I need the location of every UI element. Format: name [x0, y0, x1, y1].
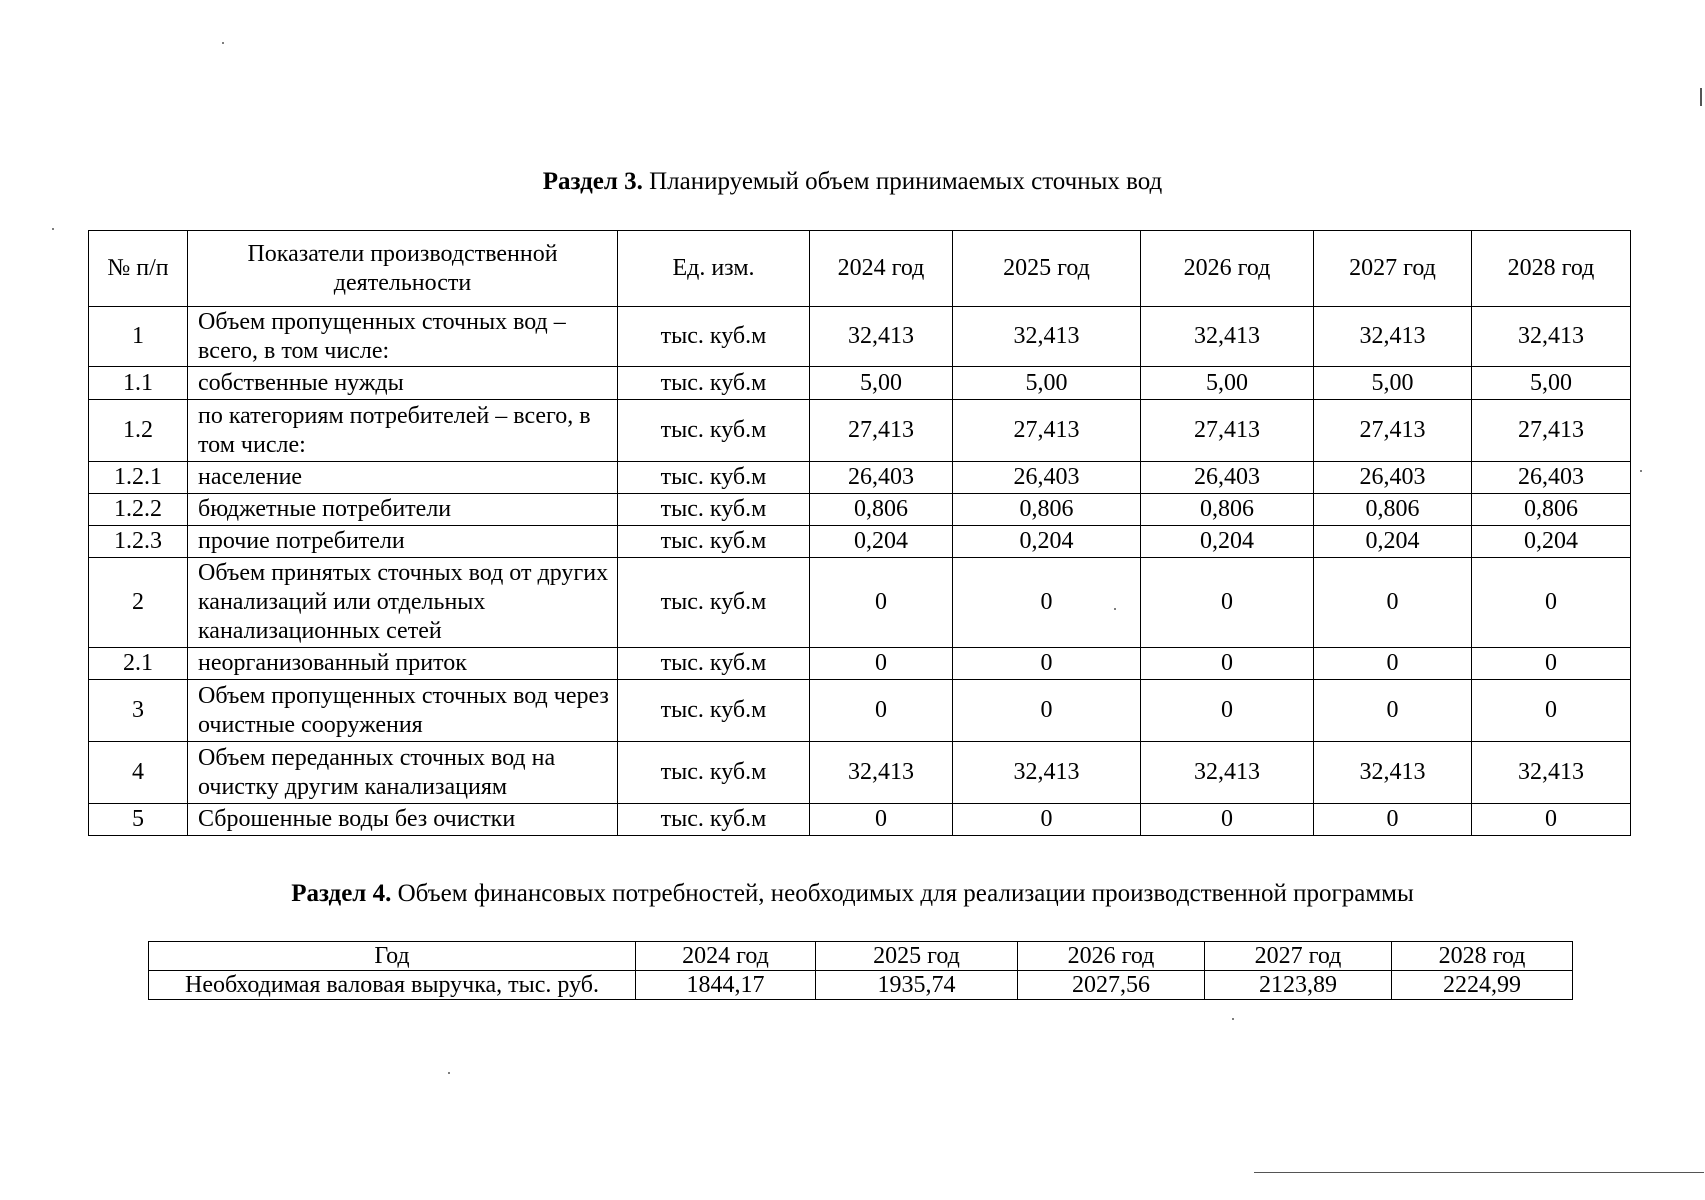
row-unit: тыс. куб.м [618, 307, 810, 367]
scan-speck [52, 228, 54, 230]
value-cell: 0 [1141, 648, 1314, 680]
table-header-row [89, 231, 1631, 307]
scan-speck [222, 42, 224, 44]
row-label: Необходимая валовая выручка, тыс. руб. [149, 971, 636, 1000]
row-unit: тыс. куб.м [618, 400, 810, 462]
row-unit: тыс. куб.м [618, 648, 810, 680]
value-cell: 0 [1472, 558, 1631, 648]
value-cell: 26,403 [810, 462, 953, 494]
value-cell: 32,413 [1141, 742, 1314, 804]
table-row [89, 494, 1631, 526]
row-number: 2.1 [89, 648, 188, 680]
value-cell: 2123,89 [1205, 971, 1392, 1000]
row-unit: тыс. куб.м [618, 742, 810, 804]
row-number: 1.2.1 [89, 462, 188, 494]
scan-speck [1640, 470, 1642, 472]
row-number: 3 [89, 680, 188, 742]
value-cell: 0,806 [1314, 494, 1472, 526]
value-cell: 27,413 [1314, 400, 1472, 462]
row-number: 4 [89, 742, 188, 804]
value-cell: 27,413 [1141, 400, 1314, 462]
header-num: № п/п [89, 231, 188, 307]
value-cell: 5,00 [1472, 367, 1631, 400]
scan-speck [1700, 88, 1702, 106]
value-cell: 0 [810, 680, 953, 742]
row-indicator: бюджетные потребители [188, 494, 618, 526]
value-cell: 0 [1314, 804, 1472, 836]
header-year: 2028 год [1392, 942, 1573, 971]
row-indicator: Объем пропущенных сточных вод через очистные сооружения [188, 680, 618, 742]
row-indicator: Объем пропущенных сточных вод – всего, в том числе: [188, 307, 618, 367]
row-unit: тыс. куб.м [618, 804, 810, 836]
value-cell: 0 [1472, 804, 1631, 836]
value-cell: 0,204 [1314, 526, 1472, 558]
value-cell: 32,413 [1314, 742, 1472, 804]
header-unit: Ед. изм. [618, 231, 810, 307]
scan-speck [1232, 1018, 1234, 1020]
value-cell: 27,413 [953, 400, 1141, 462]
table-row [89, 526, 1631, 558]
table-body [89, 307, 1631, 836]
value-cell: 27,413 [1472, 400, 1631, 462]
header-indicator: Показатели производственной деятельности [188, 231, 618, 307]
section-3-title: Планируемый объем принимаемых сточных вод [649, 168, 1163, 195]
value-cell: 32,413 [953, 307, 1141, 367]
row-unit: тыс. куб.м [618, 462, 810, 494]
value-cell: 27,413 [810, 400, 953, 462]
value-cell: 0 [1141, 804, 1314, 836]
row-unit: тыс. куб.м [618, 680, 810, 742]
value-cell: 26,403 [1472, 462, 1631, 494]
wastewater-volume-table [88, 230, 1631, 836]
header-year: 2025 год [953, 231, 1141, 307]
value-cell: 0 [810, 558, 953, 648]
scan-speck [1114, 608, 1116, 610]
row-indicator: население [188, 462, 618, 494]
value-cell: 0 [810, 648, 953, 680]
value-cell: 1935,74 [816, 971, 1018, 1000]
value-cell: 32,413 [810, 307, 953, 367]
header-year: 2026 год [1018, 942, 1205, 971]
row-unit: тыс. куб.м [618, 494, 810, 526]
value-cell: 1844,17 [636, 971, 816, 1000]
financial-needs-table [148, 941, 1573, 1000]
table-row [89, 307, 1631, 367]
value-cell: 0 [953, 804, 1141, 836]
header-year: 2028 год [1472, 231, 1631, 307]
section-4-heading [0, 880, 1705, 908]
section-3-label: Раздел 3. [542, 168, 643, 195]
header-year: 2027 год [1205, 942, 1392, 971]
value-cell: 5,00 [1141, 367, 1314, 400]
table-row [89, 367, 1631, 400]
value-cell: 0,806 [953, 494, 1141, 526]
section-4-title: Объем финансовых потребностей, необходимых для реализации производственной программы [397, 880, 1414, 907]
row-number: 1 [89, 307, 188, 367]
value-cell: 5,00 [953, 367, 1141, 400]
value-cell: 0 [1141, 680, 1314, 742]
section-3-heading [0, 168, 1705, 196]
value-cell: 0 [1314, 648, 1472, 680]
value-cell: 26,403 [953, 462, 1141, 494]
row-unit: тыс. куб.м [618, 558, 810, 648]
row-indicator: Сброшенные воды без очистки [188, 804, 618, 836]
value-cell: 0,204 [953, 526, 1141, 558]
value-cell: 5,00 [810, 367, 953, 400]
value-cell: 2224,99 [1392, 971, 1573, 1000]
value-cell: 0 [953, 648, 1141, 680]
value-cell: 0 [1314, 680, 1472, 742]
header-year: 2025 год [816, 942, 1018, 971]
scan-speck [448, 1072, 450, 1074]
value-cell: 32,413 [810, 742, 953, 804]
value-cell: 32,413 [1314, 307, 1472, 367]
value-cell: 0,806 [810, 494, 953, 526]
table-row [89, 558, 1631, 648]
value-cell: 0 [1141, 558, 1314, 648]
row-number: 1.2 [89, 400, 188, 462]
row-indicator: неорганизованный приток [188, 648, 618, 680]
scan-speck [1254, 1172, 1704, 1173]
table-row [89, 742, 1631, 804]
value-cell: 5,00 [1314, 367, 1472, 400]
table-row [89, 462, 1631, 494]
table-header-row [149, 942, 1573, 971]
row-number: 1.2.2 [89, 494, 188, 526]
value-cell: 2027,56 [1018, 971, 1205, 1000]
header-year: 2026 год [1141, 231, 1314, 307]
table-row [149, 971, 1573, 1000]
value-cell: 32,413 [953, 742, 1141, 804]
value-cell: 0,806 [1141, 494, 1314, 526]
row-number: 2 [89, 558, 188, 648]
row-indicator: Объем принятых сточных вод от других канализаций или отдельных канализационных сетей [188, 558, 618, 648]
value-cell: 0 [1314, 558, 1472, 648]
header-year: 2027 год [1314, 231, 1472, 307]
row-number: 5 [89, 804, 188, 836]
row-unit: тыс. куб.м [618, 526, 810, 558]
value-cell: 0,204 [1472, 526, 1631, 558]
row-indicator: собственные нужды [188, 367, 618, 400]
value-cell: 0,204 [1141, 526, 1314, 558]
value-cell: 0 [953, 680, 1141, 742]
value-cell: 32,413 [1472, 307, 1631, 367]
header-year: 2024 год [810, 231, 953, 307]
row-number: 1.2.3 [89, 526, 188, 558]
table-row [89, 400, 1631, 462]
value-cell: 0 [1472, 680, 1631, 742]
table-row [89, 680, 1631, 742]
table-row [89, 648, 1631, 680]
header-year-label: Год [149, 942, 636, 971]
value-cell: 32,413 [1141, 307, 1314, 367]
row-unit: тыс. куб.м [618, 367, 810, 400]
value-cell: 0,806 [1472, 494, 1631, 526]
row-indicator: по категориям потребителей – всего, в том числе: [188, 400, 618, 462]
value-cell: 0 [1472, 648, 1631, 680]
value-cell: 0 [953, 558, 1141, 648]
table-row [89, 804, 1631, 836]
row-indicator: Объем переданных сточных вод на очистку другим канализациям [188, 742, 618, 804]
row-number: 1.1 [89, 367, 188, 400]
row-indicator: прочие потребители [188, 526, 618, 558]
header-year: 2024 год [636, 942, 816, 971]
value-cell: 26,403 [1141, 462, 1314, 494]
value-cell: 32,413 [1472, 742, 1631, 804]
value-cell: 0 [810, 804, 953, 836]
value-cell: 0,204 [810, 526, 953, 558]
section-4-label: Раздел 4. [291, 880, 392, 907]
value-cell: 26,403 [1314, 462, 1472, 494]
